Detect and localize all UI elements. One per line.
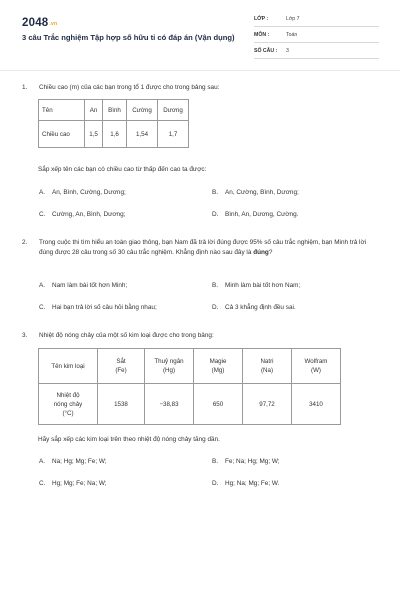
table-cell: Tên (39, 100, 85, 121)
cell-text: Tên kim loại (51, 362, 85, 370)
page-header (0, 0, 400, 70)
option-a[interactable] (39, 282, 127, 289)
logo-text: 2048 (22, 17, 49, 29)
table-header-cell (98, 349, 145, 384)
option-text: Nam làm bài tốt hơn Minh; (52, 282, 128, 289)
table-header-cell (194, 349, 243, 384)
table-cell: 1538 (98, 384, 145, 425)
option-c[interactable] (39, 480, 107, 487)
option-text: Cường, An, Bình, Dương; (52, 211, 126, 218)
table-cell: Bình (103, 100, 127, 121)
table-cell: 1,7 (158, 121, 189, 148)
option-d[interactable] (212, 211, 298, 218)
question-prompt: Hãy sắp xếp các kim loại trên theo nhiệt độ nóng chảy tăng dần. (38, 436, 220, 443)
cell-text: (Mg) (211, 367, 225, 374)
option-text: Fe; Na; Hg; Mg; W; (225, 458, 280, 465)
meta-count-row (254, 44, 379, 59)
table-row (39, 121, 189, 148)
question-text: Chiều cao (m) của các bạn trong tổ 1 được cho trong bảng sau: (39, 84, 220, 91)
logo-suffix: .vn (49, 21, 58, 27)
table-header-cell (145, 349, 194, 384)
option-letter: B. (212, 458, 219, 465)
option-text: Bình, An, Dương, Cường. (225, 211, 299, 218)
table-row-label (39, 384, 98, 425)
option-letter: B. (212, 189, 219, 196)
melting-point-table (38, 348, 341, 425)
cell-text: Sắt (116, 358, 126, 365)
option-letter: C. (39, 304, 46, 311)
option-letter: D. (212, 211, 219, 218)
meta-class-label: LỚP : (254, 16, 269, 22)
cell-text: Nhiệt độ (56, 391, 80, 399)
question-text-end: ? (268, 248, 273, 256)
option-c[interactable] (39, 304, 157, 311)
question-number: 3. (22, 332, 28, 339)
cell-text: Magie (209, 358, 227, 365)
option-a[interactable] (39, 189, 126, 196)
option-text: Cả 3 khẳng định đều sai. (225, 304, 296, 311)
option-text: Hai bạn trả lời số câu hỏi bằng nhau; (52, 304, 157, 311)
option-letter: B. (212, 282, 219, 289)
table-row (39, 100, 189, 121)
option-letter: A. (39, 282, 46, 289)
option-a[interactable] (39, 458, 107, 465)
option-text: Na; Hg; Mg; Fe; W; (52, 458, 107, 465)
table-cell: 1,54 (127, 121, 158, 148)
option-text: An, Bình, Cường, Dương; (52, 189, 126, 196)
meta-subject-value: Toán (286, 32, 298, 38)
table-row (39, 384, 341, 425)
table-header-cell (39, 349, 98, 384)
cell-text: (Na) (260, 367, 274, 374)
table-cell: 1,5 (85, 121, 103, 148)
option-d[interactable] (212, 304, 296, 311)
cell-text: (°C) (62, 409, 74, 417)
cell-text: (Fe) (115, 367, 127, 374)
table-cell: 650 (194, 384, 243, 425)
option-b[interactable] (212, 458, 280, 465)
header-divider (0, 70, 400, 71)
question-text (39, 238, 381, 257)
question-number: 1. (22, 84, 28, 91)
option-text: Minh làm bài tốt hơn Nam; (225, 282, 301, 289)
question-text: Nhiệt độ nóng chảy của một số kim loại được cho trong bảng: (39, 332, 214, 339)
option-b[interactable] (212, 189, 299, 196)
table-row (39, 349, 341, 384)
option-text: Hg; Mg; Fe; Na; W; (52, 480, 107, 487)
option-c[interactable] (39, 211, 125, 218)
option-b[interactable] (212, 282, 300, 289)
table-cell: Chiều cao (39, 121, 85, 148)
option-letter: A. (39, 458, 46, 465)
meta-count-value: 3 (286, 48, 289, 54)
page-title: 3 câu Trắc nghiệm Tập hợp số hữu tỉ có đáp án (Vận dụng) (22, 33, 235, 42)
meta-class-value: Lớp 7 (286, 16, 300, 22)
table-header-cell (243, 349, 292, 384)
site-logo[interactable] (22, 17, 57, 29)
option-d[interactable] (212, 480, 279, 487)
option-letter: D. (212, 304, 219, 311)
option-letter: D. (212, 480, 219, 487)
question-text-body: Trong cuộc thi tìm hiểu an toàn giao thông, bạn Nam đã trả lời đúng được 95% số câu trắc nghiệm, bạn Minh trả lời đúng được 28 câu trong số 30 câu trắc nghiệm. Khẳng định nào sau đây là (39, 239, 367, 256)
cell-text: (W) (311, 367, 321, 374)
cell-text: nóng chảy (53, 400, 83, 408)
table-cell: An (85, 100, 103, 121)
cell-text: Thuỷ ngân (154, 358, 184, 365)
cell-text: Wolfram (304, 358, 328, 365)
table-cell: Cường (127, 100, 158, 121)
cell-text: Natri (260, 358, 274, 365)
option-letter: A. (39, 189, 46, 196)
question-text-emphasis: đúng (253, 248, 269, 256)
table-cell: Dương (158, 100, 189, 121)
meta-count-label: SỐ CÂU : (254, 48, 278, 54)
table-cell: 1,6 (103, 121, 127, 148)
option-text: An, Cường, Bình, Dương; (225, 189, 299, 196)
table-header-cell (292, 349, 341, 384)
table-cell: 97,72 (243, 384, 292, 425)
table-cell: −38,83 (145, 384, 194, 425)
option-letter: C. (39, 480, 46, 487)
table-cell: 3410 (292, 384, 341, 425)
meta-subject-label: MÔN : (254, 32, 270, 38)
meta-subject-row (254, 28, 379, 43)
height-table (38, 99, 189, 148)
option-text: Hg; Na; Mg; Fe; W. (225, 480, 280, 487)
meta-class-row (254, 12, 379, 27)
question-number: 2. (22, 239, 28, 246)
option-letter: C. (39, 211, 46, 218)
question-prompt: Sắp xếp tên các bạn có chiều cao từ thấp đến cao ta được: (38, 166, 207, 173)
cell-text: (Hg) (162, 367, 176, 374)
